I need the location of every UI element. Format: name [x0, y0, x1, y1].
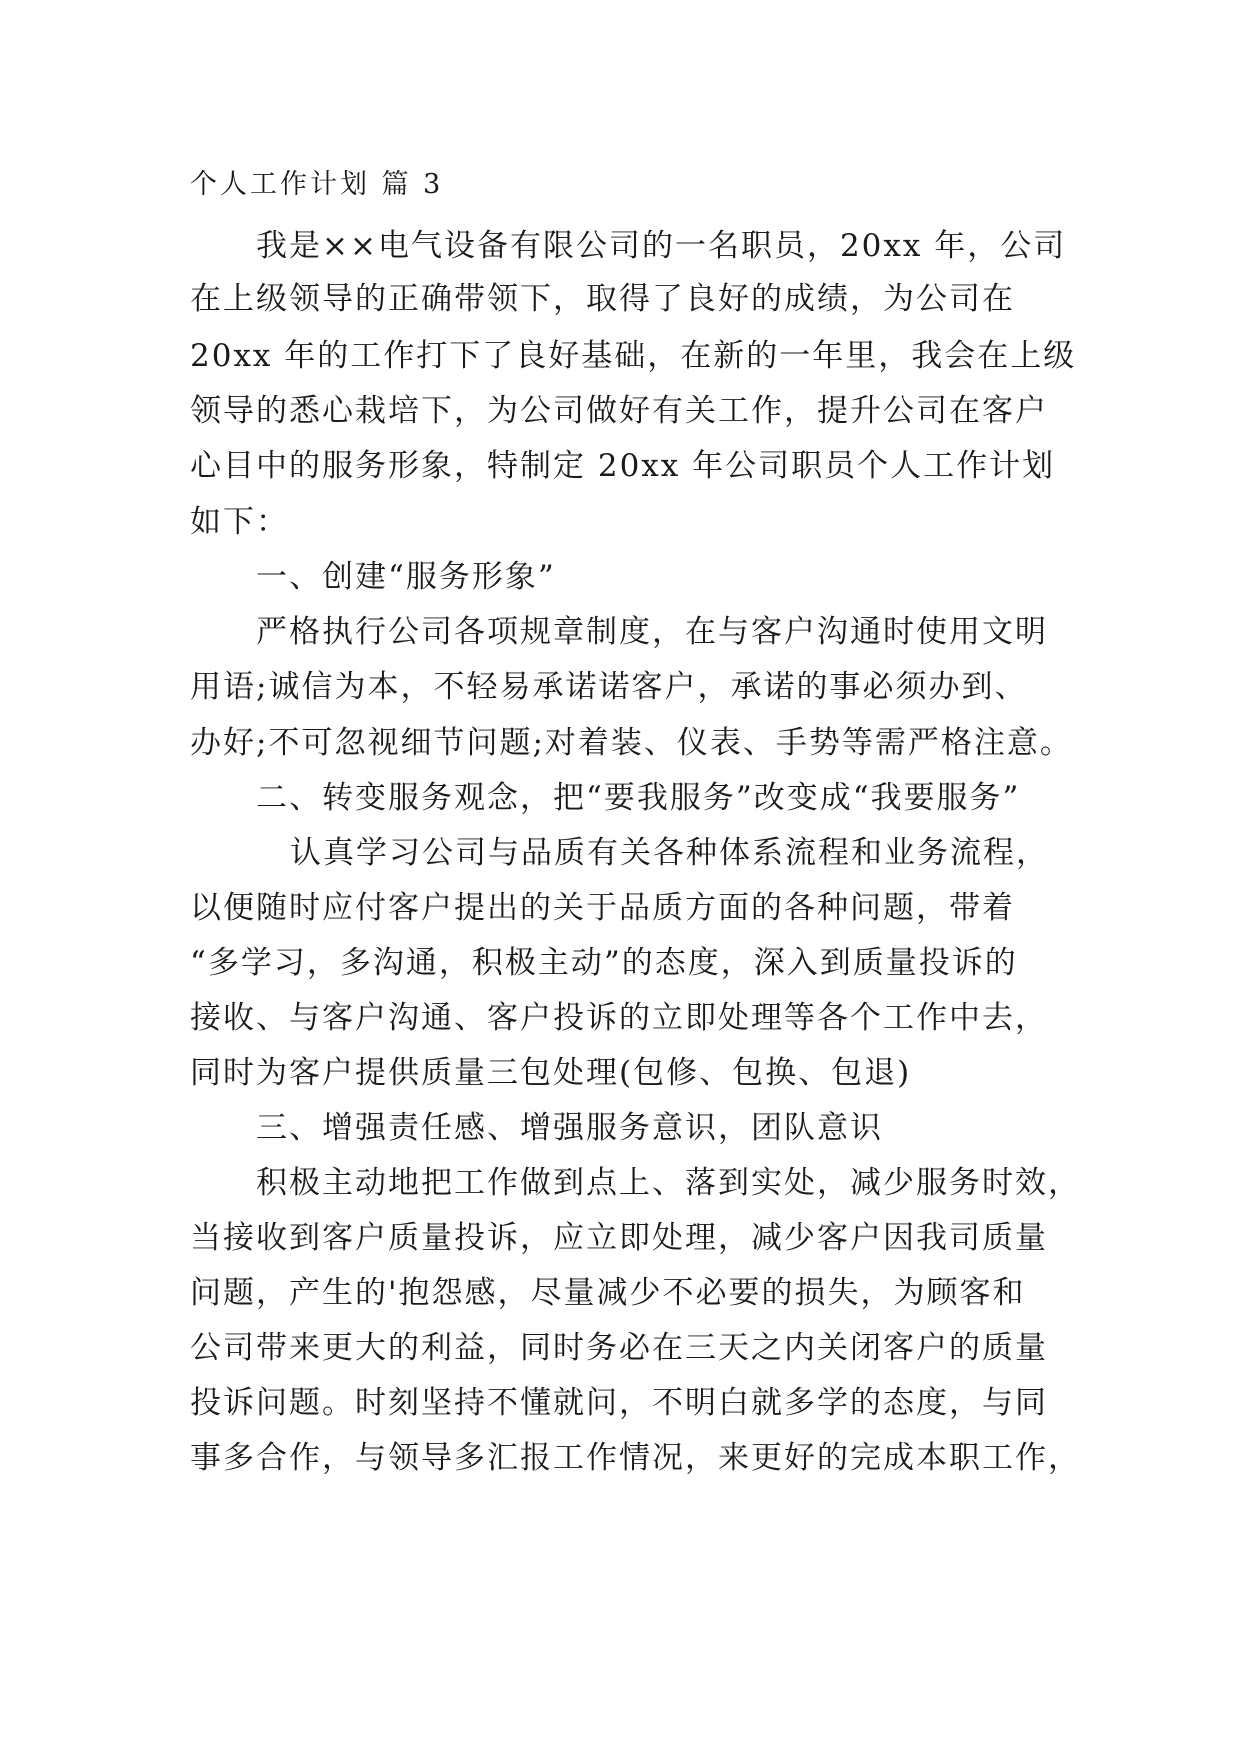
- section-heading: 一、创建“服务形象”: [256, 559, 556, 595]
- paragraph-line: 在上级领导的正确带领下，取得了良好的成绩，为公司在: [190, 281, 1015, 317]
- paragraph-line: 公司带来更大的利益，同时务必在三天之内关闭客户的质量: [190, 1330, 1048, 1366]
- paragraph-line: 接收、与客户沟通、客户投诉的立即处理等各个工作中去，: [190, 1000, 1048, 1036]
- paragraph-line: 问题，产生的'抱怨感，尽量减少不必要的损失，为顾客和: [190, 1275, 1026, 1311]
- paragraph-line: 20xx 年的工作打下了良好基础，在新的一年里，我会在上级: [190, 338, 1077, 374]
- document-title: 个人工作计划 篇 3: [190, 169, 444, 200]
- section-heading: 三、增强责任感、增强服务意识，团队意识: [256, 1110, 883, 1146]
- paragraph-line: 积极主动地把工作做到点上、落到实处，减少服务时效，: [256, 1165, 1081, 1201]
- paragraph-line: 事多合作，与领导多汇报工作情况，来更好的完成本职工作，: [190, 1440, 1081, 1476]
- paragraph-line: 投诉问题。时刻坚持不懂就问，不明白就多学的态度，与同: [190, 1385, 1048, 1421]
- paragraph-line: 我是××电气设备有限公司的一名职员，20xx 年，公司: [256, 228, 1067, 264]
- section-heading: 二、转变服务观念，把“要我服务”改变成“我要服务”: [256, 780, 1021, 816]
- paragraph-line: 用语;诚信为本，不轻易承诺诺客户，承诺的事必须办到、: [190, 669, 1028, 705]
- paragraph-line: 心目中的服务形象，特制定 20xx 年公司职员个人工作计划: [190, 448, 1056, 484]
- paragraph-line: 同时为客户提供质量三包处理(包修、包换、包退): [190, 1055, 912, 1091]
- paragraph-line: 以便随时应付客户提出的关于品质方面的各种问题，带着: [190, 890, 1015, 926]
- paragraph-line: 严格执行公司各项规章制度，在与客户沟通时使用文明: [256, 614, 1048, 650]
- paragraph-line: 当接收到客户质量投诉，应立即处理，减少客户因我司质量: [190, 1220, 1048, 1256]
- paragraph-line: 办好;不可忽视细节问题;对着装、仪表、手势等需严格注意。: [190, 725, 1073, 761]
- paragraph-line: 如下：: [190, 504, 289, 540]
- paragraph-line: “多学习，多沟通，积极主动”的态度，深入到质量投诉的: [190, 945, 1018, 981]
- paragraph-line: 领导的悉心栽培下，为公司做好有关工作，提升公司在客户: [190, 393, 1048, 429]
- paragraph-line: 认真学习公司与品质有关各种体系流程和业务流程，: [290, 835, 1049, 871]
